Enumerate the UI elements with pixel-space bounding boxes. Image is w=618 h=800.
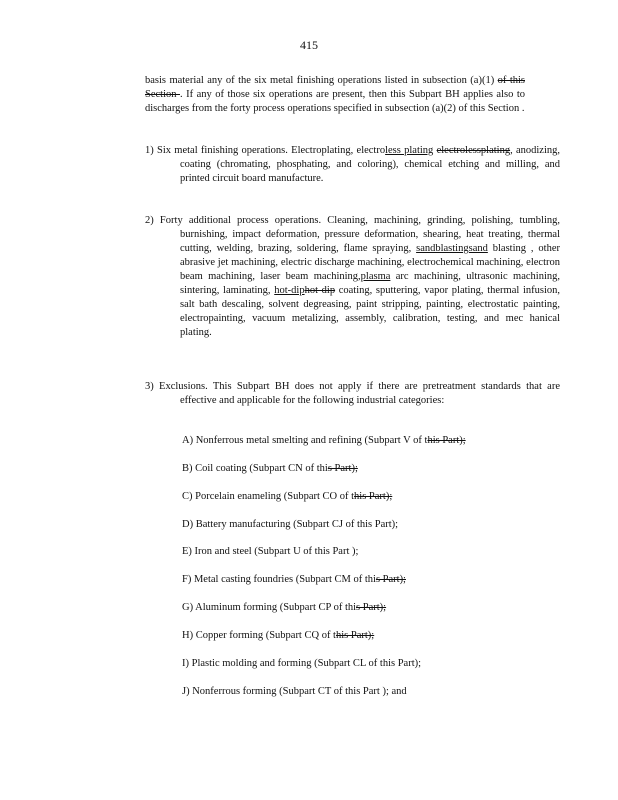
item-2-struck-text: hot dip xyxy=(304,285,336,296)
exclusion-text: J) Nonferrous forming (Subpart CT of this Part ); and xyxy=(182,686,407,697)
exclusion-struck-text: his Part); xyxy=(427,435,466,446)
exclusion-j xyxy=(182,685,407,699)
exclusion-g xyxy=(182,601,386,615)
exclusion-struck-text: his Part); xyxy=(354,491,393,502)
exclusion-struck-text: s Part); xyxy=(375,574,406,585)
intro-text-2: . If any of those six operations are present, then this Subpart BH applies also to discharges from the forty process operations specified in subsection (a)(2) of this Section . xyxy=(145,89,525,114)
exclusion-i xyxy=(182,657,421,671)
item-1-text-1: 1) Six metal finishing operations. Electroplating, electro xyxy=(145,145,386,156)
exclusion-text: G) Aluminum forming (Subpart CP of thi xyxy=(182,602,357,613)
item-2-text-4: coating, sputtering, vapor plating, thermal infusion, salt bath descaling, solvent degreasing, paint stripping, painting, electrostatic painting, electropainting, vacuum metalizing, assembly, calibration, testing, and mec hanical plating. xyxy=(180,285,560,338)
item-2-text-3: arc machining, ultrasonic machining, sintering, laminating, xyxy=(180,271,560,296)
exclusion-text: D) Battery manufacturing (Subpart CJ of this Part); xyxy=(182,519,399,530)
item-1-inserted-text: less plating xyxy=(385,145,434,156)
exclusion-text: A) Nonferrous metal smelting and refining (Subpart V of t xyxy=(182,435,428,446)
intro-paragraph xyxy=(145,74,525,116)
exclusion-text: H) Copper forming (Subpart CQ of t xyxy=(182,630,336,641)
item-3-text: 3) Exclusions. This Subpart BH does not apply if there are pretreatment standards that are effective and applicable for the following industrial categories: xyxy=(145,381,560,406)
exclusion-h xyxy=(182,629,374,643)
item-2-text-2: blasting , other abrasive jet machining, electric discharge machining, electrochemical machining, electron beam machining, laser beam machining, xyxy=(180,243,560,282)
exclusion-text: E) Iron and steel (Subpart U of this Part ); xyxy=(182,546,359,557)
exclusion-d xyxy=(182,518,398,532)
item-2-paragraph xyxy=(145,214,560,340)
exclusion-struck-text: his Part); xyxy=(335,630,375,641)
item-1-struck-text: electrolessplating xyxy=(436,145,511,156)
exclusion-e xyxy=(182,545,358,559)
item-2-inserted-text-1: sandblastingsand xyxy=(416,243,488,254)
exclusion-b xyxy=(182,462,358,476)
exclusion-text: F) Metal casting foundries (Subpart CM of thi xyxy=(182,574,376,585)
exclusion-f xyxy=(182,573,406,587)
exclusion-a xyxy=(182,434,466,448)
item-3-paragraph xyxy=(145,380,560,408)
exclusion-text: C) Porcelain enameling (Subpart CO of t xyxy=(182,491,355,502)
item-2-text-1: 2) Forty additional process operations. Cleaning, machining, grinding, polishing, tumbling, burnishing, impact deformation, pressure deformation, shearing, heat treating, thermal cutting, welding, brazing, soldering, flame spraying, xyxy=(145,215,560,254)
exclusion-struck-text: s Part); xyxy=(327,463,358,474)
intro-text-1: basis material any of the six metal finishing operations listed in subsection (a)(1) xyxy=(145,75,498,86)
exclusion-c xyxy=(182,490,392,504)
page-number: 415 xyxy=(300,38,318,52)
exclusion-text: I) Plastic molding and forming (Subpart CL of this Part); xyxy=(182,658,422,669)
exclusion-struck-text: s Part); xyxy=(356,602,387,613)
item-2-inserted-text-3: hot-dip xyxy=(274,285,305,296)
exclusion-text: B) Coil coating (Subpart CN of thi xyxy=(182,463,328,474)
intro-struck-text: of this Section xyxy=(145,75,525,100)
item-1-text-3: , anodizing, coating (chromating, phosphating, and coloring), chemical etching and milling, and printed circuit board manufacture. xyxy=(180,145,561,184)
item-2-inserted-text-2: plasma xyxy=(360,271,391,282)
item-1-paragraph xyxy=(145,144,560,186)
